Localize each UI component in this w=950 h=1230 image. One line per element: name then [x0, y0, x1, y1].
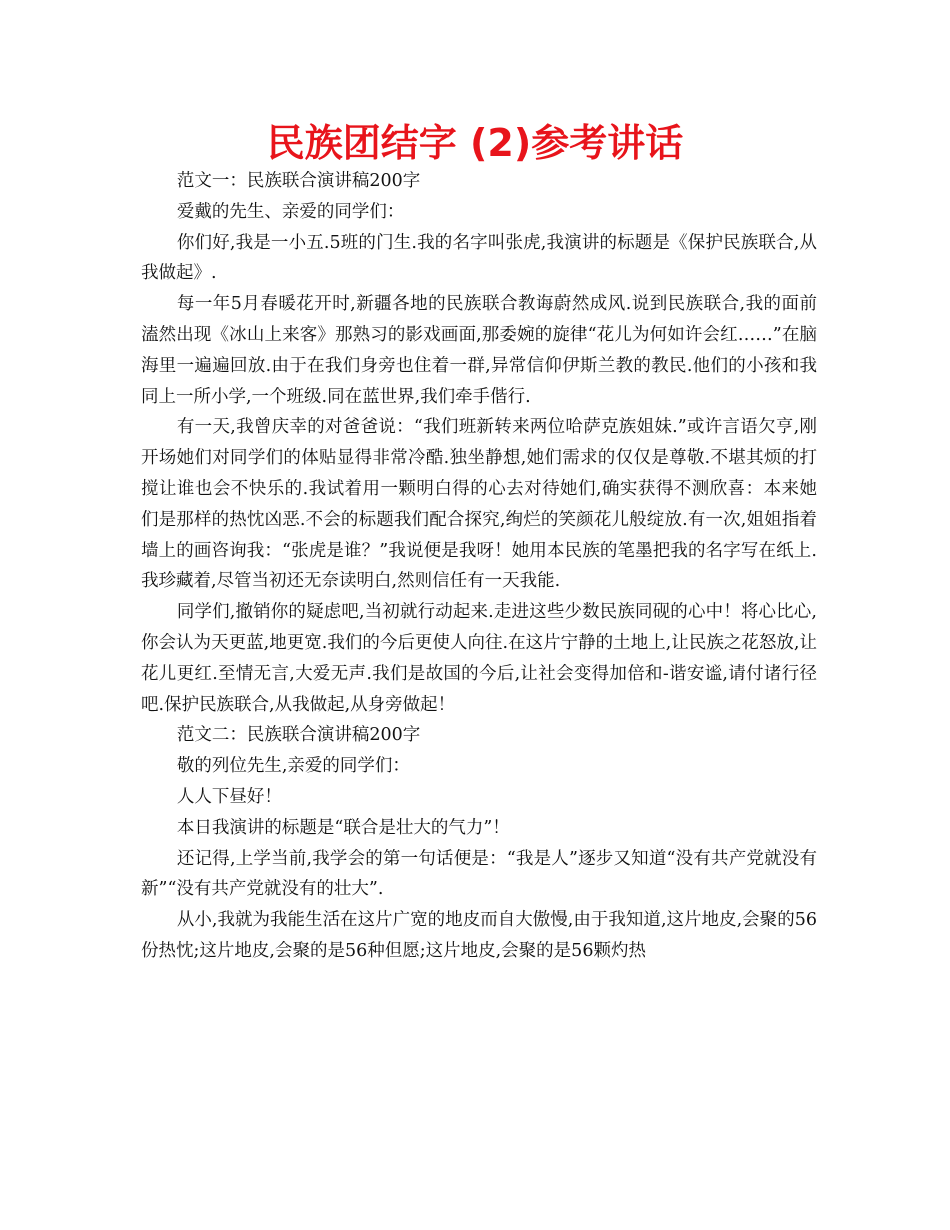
- paragraph-greeting-1: 爱戴的先生、亲爱的同学们：: [176, 201, 405, 222]
- paragraph-body-1: 每一年5月春暖花开时,新疆各地的民族联合教诲蔚然成风.说到民族联合,我的面前溘然出现《冰山上来客》那熟习的影戏画面,那委婉的旋律“花儿为何如许会红……”在脑海里一遍遍回放.由于在我们身旁也住着一群,异常信仰伊斯兰教的教民.他们的小孩和我同上一所小学,一个班级.同在蓝世界,我们牵手偕行.: [141, 294, 817, 407]
- paragraph-salutation: 人人下昼好！: [176, 786, 282, 807]
- paragraph-body-3: 同学们,撤销你的疑虑吧,当初就行动起来.走进这些少数民族同砚的心中！将心比心,你会认为天更蓝,地更宽.我们的今后更使人向往.在这片宁静的土地上,让民族之花怒放,让花儿更红.至情无言,大爱无声.我们是故国的今后,让社会变得加倍和-谐安谧,请付诸行径吧.保护民族联合,从我做起,从身旁做起！: [141, 602, 817, 715]
- paragraph-sample-2-heading: 范文二：民族联合演讲稿200字: [176, 725, 421, 746]
- document-title: 民族团结字 (2)参考讲话: [266, 121, 684, 165]
- paragraph-body-5: 从小,我就为我能生活在这片广宽的地皮而自大傲慢,由于我知道,这片地皮,会聚的56份热忱;这片地皮,会聚的是56种但愿;这片地皮,会聚的是56颗灼热: [141, 910, 817, 961]
- document-body: [141, 166, 817, 967]
- paragraph-sample-1-heading: 范文一：民族联合演讲稿200字: [176, 171, 421, 191]
- paragraph-body-4: 还记得,上学当前,我学会的第一句话便是：“我是人”逐步又知道“没有共产党就没有新”“没有共产党就没有的壮大”.: [141, 848, 817, 900]
- paragraph-greeting-2: 敬的列位先生,亲爱的同学们：: [176, 756, 410, 777]
- paragraph-topic: 本日我演讲的标题是“联合是壮大的气力”！: [176, 817, 510, 838]
- paragraph-body-2: 有一天,我曾庆幸的对爸爸说：“我们班新转来两位哈萨克族姐妹.”或许言语欠亨,刚开场她们对同学们的体贴显得非常冷酷.独坐静想,她们需求的仅仅是尊敬.不堪其烦的打搅让谁也会不快乐的.我试着用一颗明白得的心去对待她们,确实获得不测欣喜：本来她们是那样的热忱凶恶.不会的标题我们配合探究,绚烂的笑颜花儿般绽放.有一次,姐姐指着墙上的画咨询我：“张虎是谁？”我说便是我呀！她用本民族的笔墨把我的名字写在纸上.我珍藏着,尽管当初还无奈读明白,然则信任有一天我能.: [141, 417, 817, 592]
- paragraph-intro-1: 你们好,我是一小五.5班的门生.我的名字叫张虎,我演讲的标题是《保护民族联合,从我做起》.: [141, 232, 817, 284]
